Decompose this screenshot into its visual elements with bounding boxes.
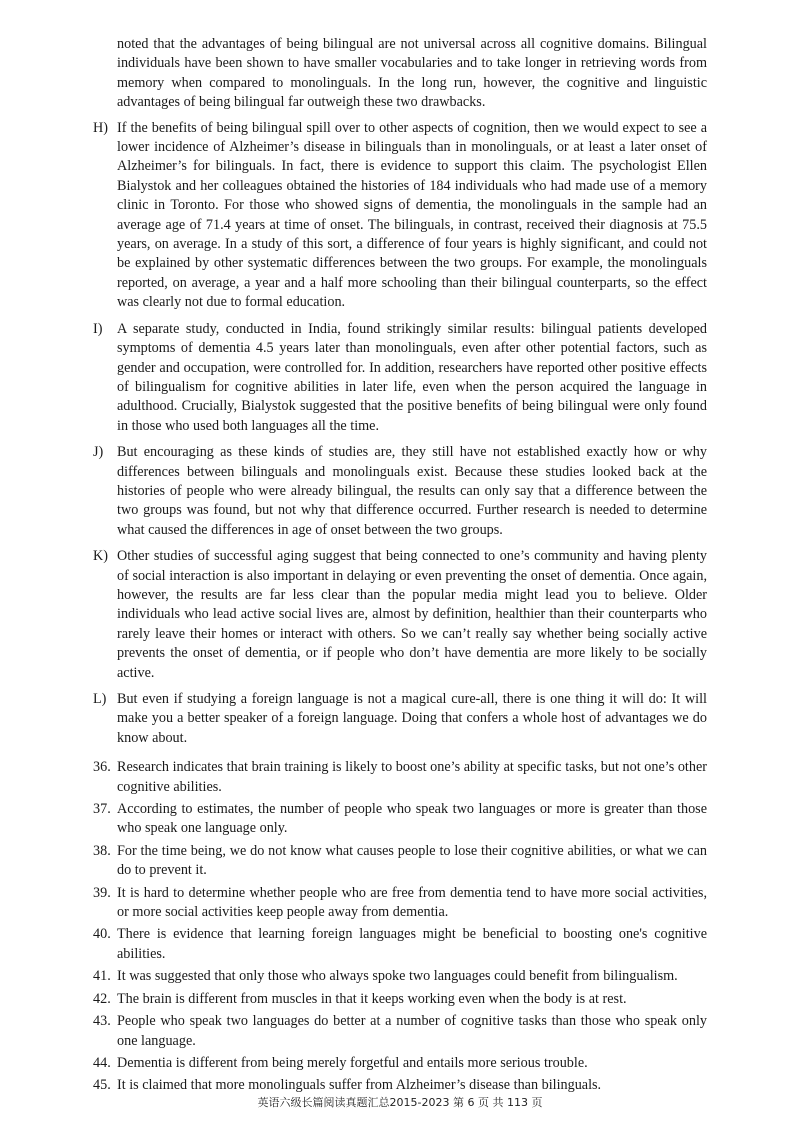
paragraph-k [93, 547, 707, 683]
question-number: 36. [93, 759, 111, 776]
question-44 [93, 1054, 707, 1073]
page-footer: 英语六级长篇阅读真题汇总2015-2023 第 6 页 共 113 页 [257, 1096, 543, 1109]
question-number: 45. [93, 1077, 111, 1094]
question-text: The brain is different from muscles in that it keeps working even when the body is at rest. [117, 990, 627, 1007]
paragraph-label: H) [93, 119, 108, 136]
continuation-text: noted that the advantages of being bilingual are not universal across all cognitive domains. Bilingual individuals have been shown to have smaller vocabularies and to take longer in retrieving words from memory when compared to monolinguals. In the long run, however, the cognitive and linguistic advantages of being bilingual far outweigh these two drawbacks. [117, 36, 707, 111]
question-number: 39. [93, 884, 111, 901]
question-45 [93, 1076, 707, 1095]
question-39 [93, 884, 707, 923]
question-text: It was suggested that only those who always spoke two languages could benefit from bilingualism. [117, 968, 678, 985]
question-number: 44. [93, 1054, 111, 1071]
paragraph-label: I) [93, 320, 103, 337]
question-text: Dementia is different from being merely forgetful and entails more serious trouble. [117, 1054, 588, 1071]
question-text: Research indicates that brain training is likely to boost one’s ability at specific tasks, but not one’s other cognitive abilities. [117, 759, 707, 795]
question-number: 42. [93, 990, 111, 1007]
question-text: According to estimates, the number of people who speak two languages or more is greater than those who speak one language only. [117, 801, 707, 837]
paragraph-label: K) [93, 548, 108, 565]
paragraph-label: L) [93, 691, 107, 707]
question-42 [93, 990, 707, 1009]
question-number: 37. [93, 801, 111, 818]
question-number: 41. [93, 968, 111, 985]
question-41 [93, 967, 707, 986]
continuation-paragraph [93, 35, 707, 113]
question-text: For the time being, we do not know what causes people to lose their cognitive abilities, or what we can do to prevent it. [117, 842, 707, 879]
question-text: People who speak two languages do better at a number of cognitive tasks than those who speak only one language. [117, 1013, 707, 1049]
paragraph-i [93, 320, 707, 436]
passage-paragraphs [93, 119, 707, 749]
paragraph-text: A separate study, conducted in India, found strikingly similar results: bilingual patients developed symptoms of dementia 4.5 years later than monolinguals, even after other potential factors, such as gender and occupation, were controlled for. In addition, researchers have reported other positive effects of bilingualism for cognitive abilities in later life, even when the person acquired the language in adulthood. Crucially, Bialystok suggested that the positive benefits of being bilingual were only found in those who used both languages all the time. [117, 320, 707, 434]
question-number: 38. [93, 842, 111, 859]
question-38 [93, 842, 707, 881]
paragraph-text: But even if studying a foreign language is not a magical cure-all, there is one thing it will do: It will make you a better speaker of a foreign language. Doing that confers a whole host of advantages we do know about. [117, 691, 707, 746]
paragraph-text: If the benefits of being bilingual spill over to other aspects of cognition, then we would expect to see a lower incidence of Alzheimer’s disease in bilinguals than in monolinguals, or at least a later onset of Alzheimer’s for bilinguals. In fact, there is evidence to support this claim. The psychologist Ellen Bialystok and her colleagues obtained the histories of 184 individuals who had made use of a memory clinic in Toronto. For those who showed signs of dementia, the monolinguals in the sample had an average age of 71.4 years at time of onset. The bilinguals, in contrast, received their diagnosis at 75.5 years, on average. In a study of this sort, a difference of four years is highly significant, and could not be explained by other systematic differences between the two groups. For example, the monolinguals reported, on average, a year and a half more schooling than their bilingual counterparts, so the effect was clearly not due to formal education. [117, 119, 707, 311]
question-text: It is hard to determine whether people who are free from dementia tend to have more social activities, or more social activities keep people away from dementia. [117, 884, 707, 921]
question-36 [93, 758, 707, 797]
paragraph-l [93, 690, 707, 748]
question-number: 43. [93, 1013, 111, 1030]
question-list [93, 758, 707, 1096]
paragraph-h [93, 119, 707, 313]
question-text: There is evidence that learning foreign languages might be beneficial to boosting one's cognitive abilities. [117, 926, 707, 962]
page-content [93, 35, 707, 1099]
paragraph-text: Other studies of successful aging suggest that being connected to one’s community and having plenty of social interaction is also important in delaying or even preventing the onset of dementia. Once again, however, the results are far less clear than the popular media might lead you to believe. Older individuals who lead active social lives are, almost by definition, healthier than their counterparts who rarely leave their homes or interact with others. So we can’t really say whether being socially active prevents the onset of dementia, or if people who don’t have dementia are more likely to be socially active. [117, 548, 707, 681]
paragraph-text: But encouraging as these kinds of studies are, they still have not established exactly how or why differences between bilinguals and monolinguals exist. Because these studies looked back at the histories of people who were already bilingual, the results can only say that a difference between the two groups was found, but not why that difference occurred. Further research is needed to determine what caused the differences in age of onset between the two groups. [117, 444, 707, 538]
question-number: 40. [93, 926, 111, 943]
question-40 [93, 925, 707, 964]
question-43 [93, 1012, 707, 1051]
question-text: It is claimed that more monolinguals suffer from Alzheimer’s disease than bilinguals. [117, 1077, 602, 1094]
paragraph-j [93, 443, 707, 540]
paragraph-label: J) [93, 444, 104, 461]
question-37 [93, 800, 707, 839]
